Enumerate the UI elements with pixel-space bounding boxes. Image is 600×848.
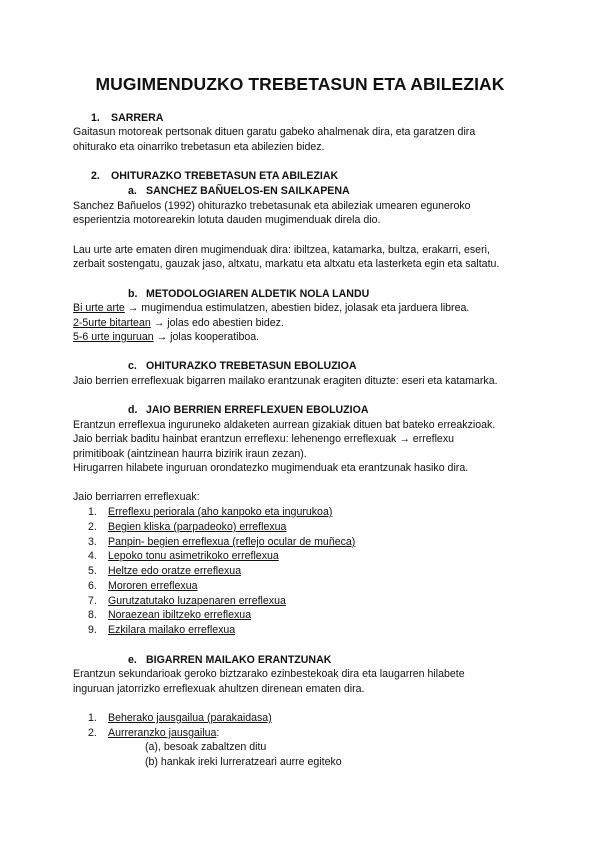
list-text: Noraezean ibiltzeko erreflexua bbox=[108, 609, 252, 621]
document-title: MUGIMENDUZKO TREBETASUN ETA ABILEZIAK bbox=[95, 74, 505, 94]
subsection-title: OHITURAZKO TREBETASUN EBOLUZIOA bbox=[146, 360, 357, 372]
subsection-letter: d. bbox=[128, 404, 138, 416]
list-text: Beherako jausgailua (parakaidasa) bbox=[108, 712, 272, 724]
list-item bbox=[88, 594, 286, 608]
methodology-text: → jolas edo abestien bidez. bbox=[150, 317, 284, 329]
section-number: 2. bbox=[91, 170, 100, 182]
subsection-d-heading bbox=[128, 403, 369, 417]
list-item bbox=[88, 608, 251, 622]
section-1-heading bbox=[91, 111, 163, 125]
paragraph-line: Jaio berrien erreflexuak bigarren mailako erantzunak eragiten dituzte: eseri eta katamarka. bbox=[73, 375, 498, 387]
sub-item: (a), besoak zabaltzen ditu bbox=[145, 741, 267, 753]
list-item bbox=[88, 579, 198, 593]
list-number: 1. bbox=[88, 712, 97, 724]
list-suffix: : bbox=[216, 727, 220, 739]
list-number: 7. bbox=[88, 595, 97, 607]
list-number: 3. bbox=[88, 536, 97, 548]
subsection-b-heading bbox=[128, 287, 369, 301]
methodology-text: → mugimendua estimulatzen, abestien bidez, jolasak eta jarduera librea. bbox=[124, 302, 470, 314]
paragraph-line: inguruan jatorrizko erreflexuak ahultzen direnean ematen dira. bbox=[73, 683, 365, 695]
subsection-letter: a. bbox=[128, 185, 137, 197]
paragraph-line: Erantzun erreflexua inguruneko aldaketen aurrean gizakiak dituen bat bateko erreakzioak. bbox=[73, 419, 496, 431]
list-number: 4. bbox=[88, 550, 97, 562]
list-number: 5. bbox=[88, 565, 97, 577]
subsection-e-heading bbox=[128, 653, 331, 667]
subsection-title: BIGARREN MAILAKO ERANTZUNAK bbox=[146, 654, 332, 666]
age-range-label: 2-5urte bitartean bbox=[73, 317, 151, 329]
list-item bbox=[88, 711, 272, 725]
list-text: Mororen erreflexua bbox=[108, 580, 198, 592]
list-number: 1. bbox=[88, 506, 97, 518]
paragraph-line: primitiboak (aintzinean haurra bizirik iraun zezan). bbox=[73, 448, 307, 460]
methodology-item bbox=[73, 316, 284, 330]
subsection-a-heading bbox=[128, 184, 350, 198]
subsection-letter: b. bbox=[128, 288, 138, 300]
list-text: Lepoko tonu asimetrikoko erreflexua bbox=[108, 550, 279, 562]
subsection-letter: c. bbox=[128, 360, 137, 372]
list-item bbox=[88, 505, 332, 519]
list-text: Aurreranzko jausgailua bbox=[108, 727, 217, 739]
paragraph-line: zerbait sostengatu, gauzak jaso, altxatu, markatu eta altxatu eta lasterketa egin eta saltatu. bbox=[73, 258, 500, 270]
list-text: Gurutzatutako luzapenaren erreflexua bbox=[108, 595, 286, 607]
paragraph-line: Sanchez Bañuelos (1992) ohiturazko trebetasunak eta abileziak umearen eguneroko bbox=[73, 200, 471, 212]
list-number: 2. bbox=[88, 521, 97, 533]
subsection-title: METODOLOGIAREN ALDETIK NOLA LANDU bbox=[146, 288, 370, 300]
section-2-heading bbox=[91, 169, 338, 183]
list-text: Ezkilara mailako erreflexua bbox=[108, 624, 236, 636]
list-text: Erreflexu periorala (aho kanpoko eta ingurukoa) bbox=[108, 506, 333, 518]
subsection-letter: e. bbox=[128, 654, 137, 666]
paragraph-line: Hirugarren hilabete inguruan orondatezko mugimenduak eta erantzunak hasiko dira. bbox=[73, 462, 469, 474]
section-title: OHITURAZKO TREBETASUN ETA ABILEZIAK bbox=[111, 170, 339, 182]
list-number: 6. bbox=[88, 580, 97, 592]
list-item bbox=[88, 623, 235, 637]
age-range-label: Bi urte arte bbox=[73, 302, 125, 314]
subsection-title: SANCHEZ BAÑUELOS-EN SAILKAPENA bbox=[146, 185, 350, 197]
list-item bbox=[88, 564, 241, 578]
list-intro: Jaio berriarren erreflexuak: bbox=[73, 491, 200, 503]
list-number: 2. bbox=[88, 727, 97, 739]
subsection-title: JAIO BERRIEN ERREFLEXUEN EBOLUZIOA bbox=[146, 404, 369, 416]
list-text: Begien kliska (parpadeoko) erreflexua bbox=[108, 521, 287, 533]
section-number: 1. bbox=[91, 112, 100, 124]
list-item bbox=[88, 549, 279, 563]
list-number: 9. bbox=[88, 624, 97, 636]
list-text: Heltze edo oratze erreflexua bbox=[108, 565, 242, 577]
methodology-item bbox=[73, 330, 259, 344]
sub-item: (b) hankak ireki lurreratzeari aurre egiteko bbox=[145, 756, 342, 768]
subsection-c-heading bbox=[128, 359, 357, 373]
list-item bbox=[88, 726, 219, 740]
paragraph-line: Jaio berriak baditu hainbat erantzun erreflexu: lehenengo erreflexuak → erreflexu bbox=[73, 433, 455, 445]
age-range-label: 5-6 urte inguruan bbox=[73, 331, 154, 343]
list-item bbox=[88, 520, 286, 534]
section-title: SARRERA bbox=[111, 112, 164, 124]
list-text: Panpin- begien erreflexua (reflejo ocular de muñeca) bbox=[108, 536, 356, 548]
paragraph-line: ohiturako eta oinarriko trebetasun eta abilezien bidez. bbox=[73, 141, 325, 153]
paragraph-line: Lau urte arte ematen diren mugimenduak dira: ibiltzea, katamarka, bultza, erakarri, eseri, bbox=[73, 244, 490, 256]
methodology-item bbox=[73, 301, 469, 315]
list-number: 8. bbox=[88, 609, 97, 621]
paragraph-line: Erantzun sekundarioak geroko biztzarako ezinbestekoak dira eta laugarren hilabete bbox=[73, 668, 465, 680]
methodology-text: → jolas kooperatiboa. bbox=[153, 331, 260, 343]
list-item bbox=[88, 535, 355, 549]
paragraph-line: esperientzia motorearekin lotuta dauden mugimenduak direla dio. bbox=[73, 214, 381, 226]
paragraph-line: Gaitasun motoreak pertsonak dituen garatu gabeko ahalmenak dira, eta garatzen dira bbox=[73, 126, 476, 138]
